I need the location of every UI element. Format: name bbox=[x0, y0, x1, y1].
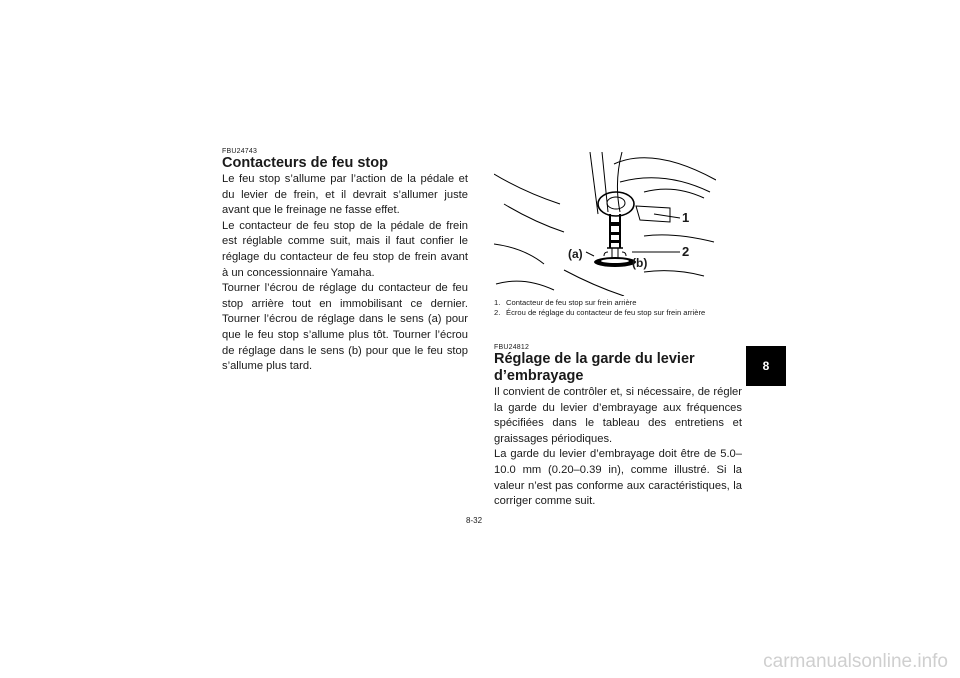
paragraph: Il convient de contrôler et, si nécessaire, de régler la garde du levier d’embrayage aux fréquences spécifiées dans le tableau des entretiens et graissages périodiques. bbox=[494, 386, 742, 445]
figure-captions bbox=[494, 298, 734, 318]
caption-number: 2. bbox=[494, 308, 501, 317]
figure-label-b: (b) bbox=[632, 256, 648, 270]
page-number: 8-32 bbox=[466, 516, 483, 525]
section-code: FBU24812 bbox=[494, 344, 530, 351]
caption-item bbox=[494, 298, 734, 308]
section-title: Contacteurs de feu stop bbox=[222, 155, 388, 171]
paragraph: La garde du levier d’embrayage doit être de 5.0–10.0 mm (0.20–0.39 in), comme illustré. Si la valeur n’est pas conforme aux caractéristiques, la corriger comme suit. bbox=[494, 448, 742, 508]
caption-item bbox=[494, 308, 734, 318]
figure-label-1: 1 bbox=[682, 210, 690, 225]
brake-switch-illustration bbox=[494, 152, 716, 296]
caption-number: 1. bbox=[494, 298, 501, 307]
section-clutch-lever-free-play bbox=[494, 344, 742, 510]
figure-label-2: 2 bbox=[682, 244, 690, 259]
section-brake-light-switches bbox=[222, 148, 468, 375]
figure-label-a: (a) bbox=[568, 247, 583, 261]
watermark: carmanualsonline.info bbox=[763, 651, 948, 672]
section-title: Réglage de la garde du levier d’embrayage bbox=[494, 351, 695, 384]
chapter-tab: 8 bbox=[746, 346, 786, 386]
caption-text: Écrou de réglage du contacteur de feu stop sur frein arrière bbox=[506, 308, 706, 317]
section-code: FBU24743 bbox=[222, 148, 258, 155]
caption-text: Contacteur de feu stop sur frein arrière bbox=[506, 298, 637, 307]
paragraph: Le feu stop s’allume par l’action de la pédale et du levier de frein, et il devrait s’allumer juste avant que le freinage ne fasse effet. bbox=[222, 173, 468, 217]
paragraph: Tourner l’écrou de réglage du contacteur de feu stop arrière tout en immobilisant ce dernier. Tourner l’écrou de réglage dans le sens (a) pour que le feu stop s’allume plus tôt. Tourner l’écrou de réglage dans le sens (b) pour que le feu stop s’allume plus tard. bbox=[222, 282, 468, 373]
paragraph: Le contacteur de feu stop de la pédale de frein est réglable comme suit, mais il faut confier le réglage du contacteur de feu stop de frein avant à un concessionnaire Yamaha. bbox=[222, 219, 468, 279]
